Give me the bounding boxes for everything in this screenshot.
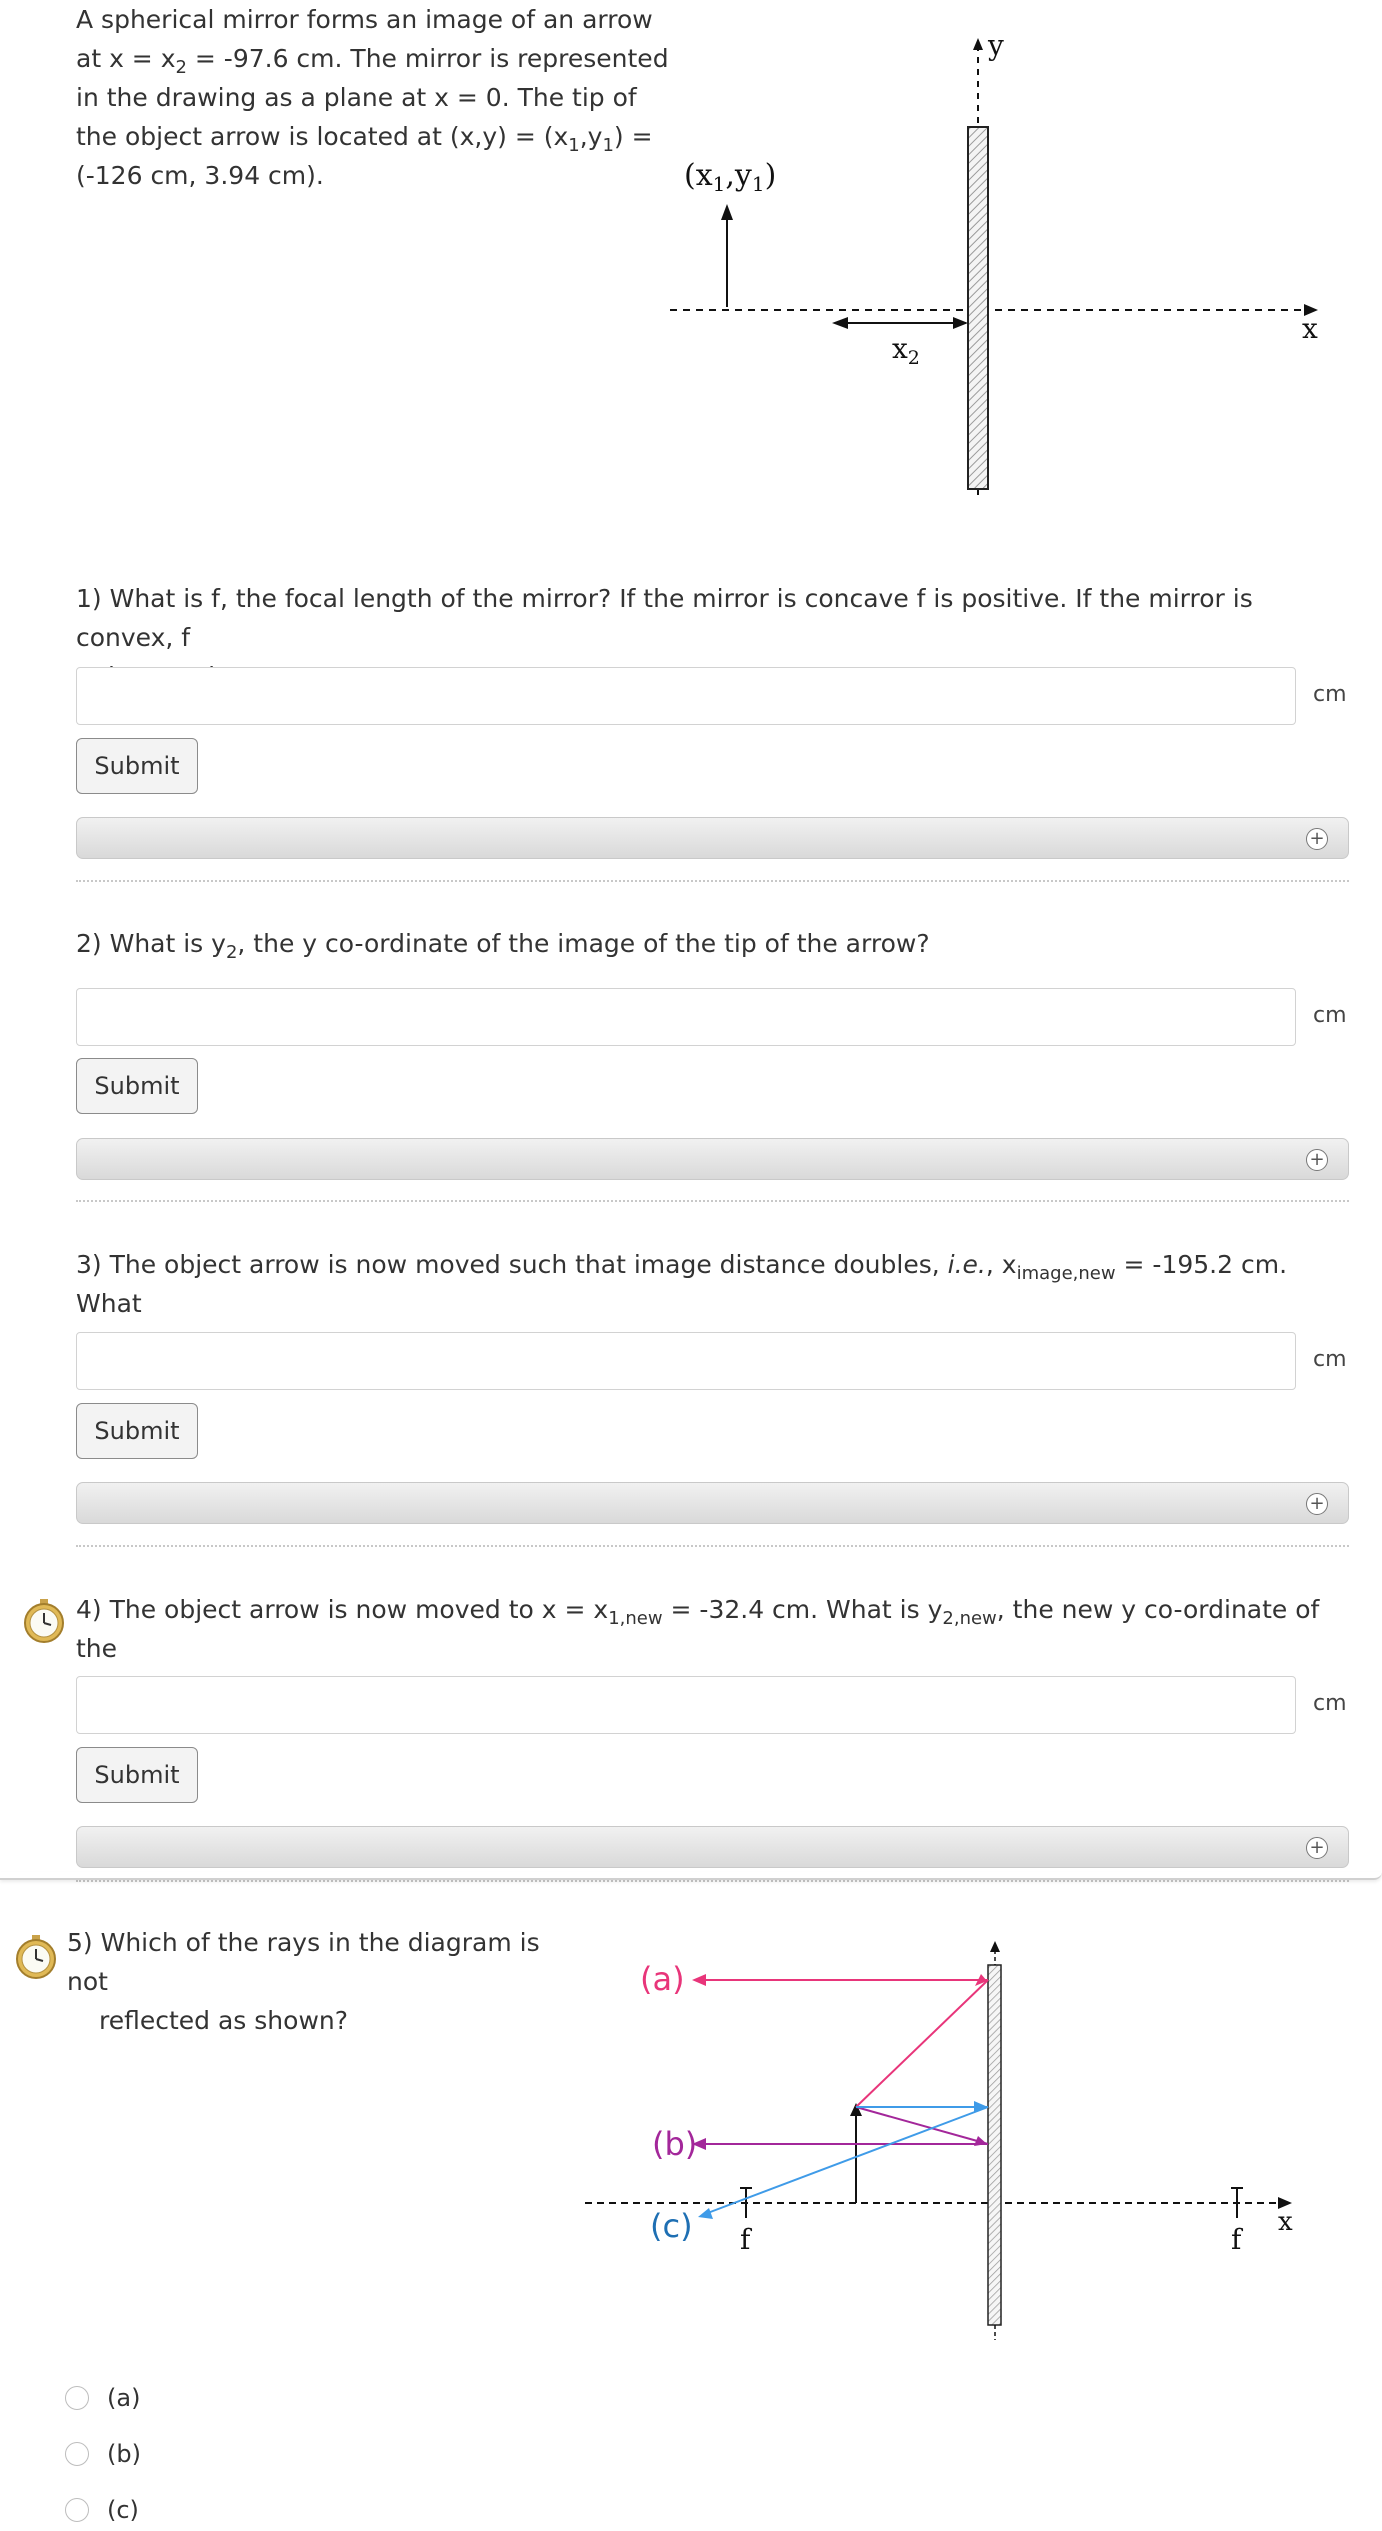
divider-2 xyxy=(76,1200,1349,1202)
question-3-line-1: 3) The object arrow is now moved such that image distance doubles, i.e., $x_{image,new} = -195.2$ cm. What xyxy=(76,1250,1288,1318)
ray-c-label: (c) xyxy=(650,2207,693,2245)
focal-label-left: f xyxy=(740,2223,751,2256)
mirror xyxy=(988,1965,1001,2325)
ray-c-reflected xyxy=(705,2107,988,2214)
answer-2-input[interactable] xyxy=(76,988,1296,1046)
hint-bar-2[interactable] xyxy=(76,1138,1349,1180)
x2-arrow-left xyxy=(832,317,848,329)
ray-a-label: (a) xyxy=(640,1960,685,1998)
answer-1-input[interactable] xyxy=(76,667,1296,725)
divider-3 xyxy=(76,1545,1349,1547)
plus-circle-icon[interactable]: + xyxy=(1306,828,1328,850)
radio-b[interactable] xyxy=(65,2442,89,2466)
point-label: $(x_1,y_1)$ xyxy=(684,158,777,196)
x-axis-label: x xyxy=(1302,312,1318,345)
intro-line-3: in the drawing as a plane at x = 0. The tip of xyxy=(76,83,637,112)
hint-bar-1[interactable] xyxy=(76,817,1349,859)
intro-line-2: at $x = x_2 = -97.6$ cm. The mirror is represented xyxy=(76,44,669,78)
question-1-line-1: 1) What is f, the focal length of the mirror? If the mirror is concave f is positive. If the mirror is convex, f xyxy=(76,584,1253,652)
axis-x-label: x xyxy=(1278,2207,1293,2237)
question-5-line-1: 5) Which of the rays in the diagram is not xyxy=(67,1928,540,1996)
answer-3-input[interactable] xyxy=(76,1332,1296,1390)
ray-a-incident xyxy=(856,1980,988,2107)
option-a-label: (a) xyxy=(107,2384,141,2412)
answer-3-unit: cm xyxy=(1313,1347,1347,1372)
mirror-diagram xyxy=(670,20,1350,510)
option-c[interactable] xyxy=(65,2493,139,2527)
y-axis-label: y xyxy=(988,29,1004,62)
mirror xyxy=(968,127,988,489)
intro-line-4: the object arrow is located at $(x,y) = (x_1,y_1)$ = xyxy=(76,122,653,156)
problem-statement xyxy=(76,0,676,195)
option-b-label: (b) xyxy=(107,2440,141,2468)
plus-circle-icon[interactable]: + xyxy=(1306,1837,1328,1859)
object-arrow-head xyxy=(721,204,733,220)
intro-line-1: A spherical mirror forms an image of an arrow xyxy=(76,5,653,34)
hint-bar-3[interactable] xyxy=(76,1482,1349,1524)
x2-arrow-right xyxy=(953,317,968,329)
y-axis-arrow xyxy=(973,38,983,50)
question-4-line-1: 4) The object arrow is now moved to $x = x_{1,new} = -32.4$ cm. What is $y_{2,new}$, the new y co-ordinate of the xyxy=(76,1595,1320,1663)
hint-bar-4[interactable] xyxy=(76,1826,1349,1868)
divider-1 xyxy=(76,880,1349,882)
option-b[interactable] xyxy=(65,2437,141,2471)
option-c-label: (c) xyxy=(107,2496,139,2524)
submit-3-button[interactable]: Submit xyxy=(76,1403,198,1459)
question-5-line-2: reflected as shown? xyxy=(99,2006,348,2035)
submit-4-button[interactable]: Submit xyxy=(76,1747,198,1803)
stopwatch-icon xyxy=(22,1598,66,1644)
plus-circle-icon[interactable]: + xyxy=(1306,1493,1328,1515)
answer-2-unit: cm xyxy=(1313,1003,1347,1028)
divider-4 xyxy=(76,1880,1349,1882)
answer-4-input[interactable] xyxy=(76,1676,1296,1734)
answer-1-unit: cm xyxy=(1313,682,1347,707)
focal-label-right: f xyxy=(1231,2223,1242,2256)
radio-c[interactable] xyxy=(65,2498,89,2522)
plus-circle-icon[interactable]: + xyxy=(1306,1149,1328,1171)
question-5 xyxy=(67,1923,587,2040)
answer-4-unit: cm xyxy=(1313,1691,1347,1716)
submit-2-button[interactable]: Submit xyxy=(76,1058,198,1114)
submit-1-button[interactable]: Submit xyxy=(76,738,198,794)
ray-diagram xyxy=(580,1930,1300,2350)
question-2: 2) What is $y_2$, the y co-ordinate of the image of the tip of the arrow? xyxy=(76,929,930,963)
ray-b-label: (b) xyxy=(652,2125,698,2163)
intro-line-5: (-126 cm, 3.94 cm). xyxy=(76,161,324,190)
radio-a[interactable] xyxy=(65,2386,89,2410)
ray-b-incident xyxy=(856,2107,988,2144)
stopwatch-icon xyxy=(14,1934,58,1980)
section-separator xyxy=(0,1872,1382,1880)
x2-label: $x_2$ xyxy=(892,332,920,369)
option-a[interactable] xyxy=(65,2381,140,2415)
